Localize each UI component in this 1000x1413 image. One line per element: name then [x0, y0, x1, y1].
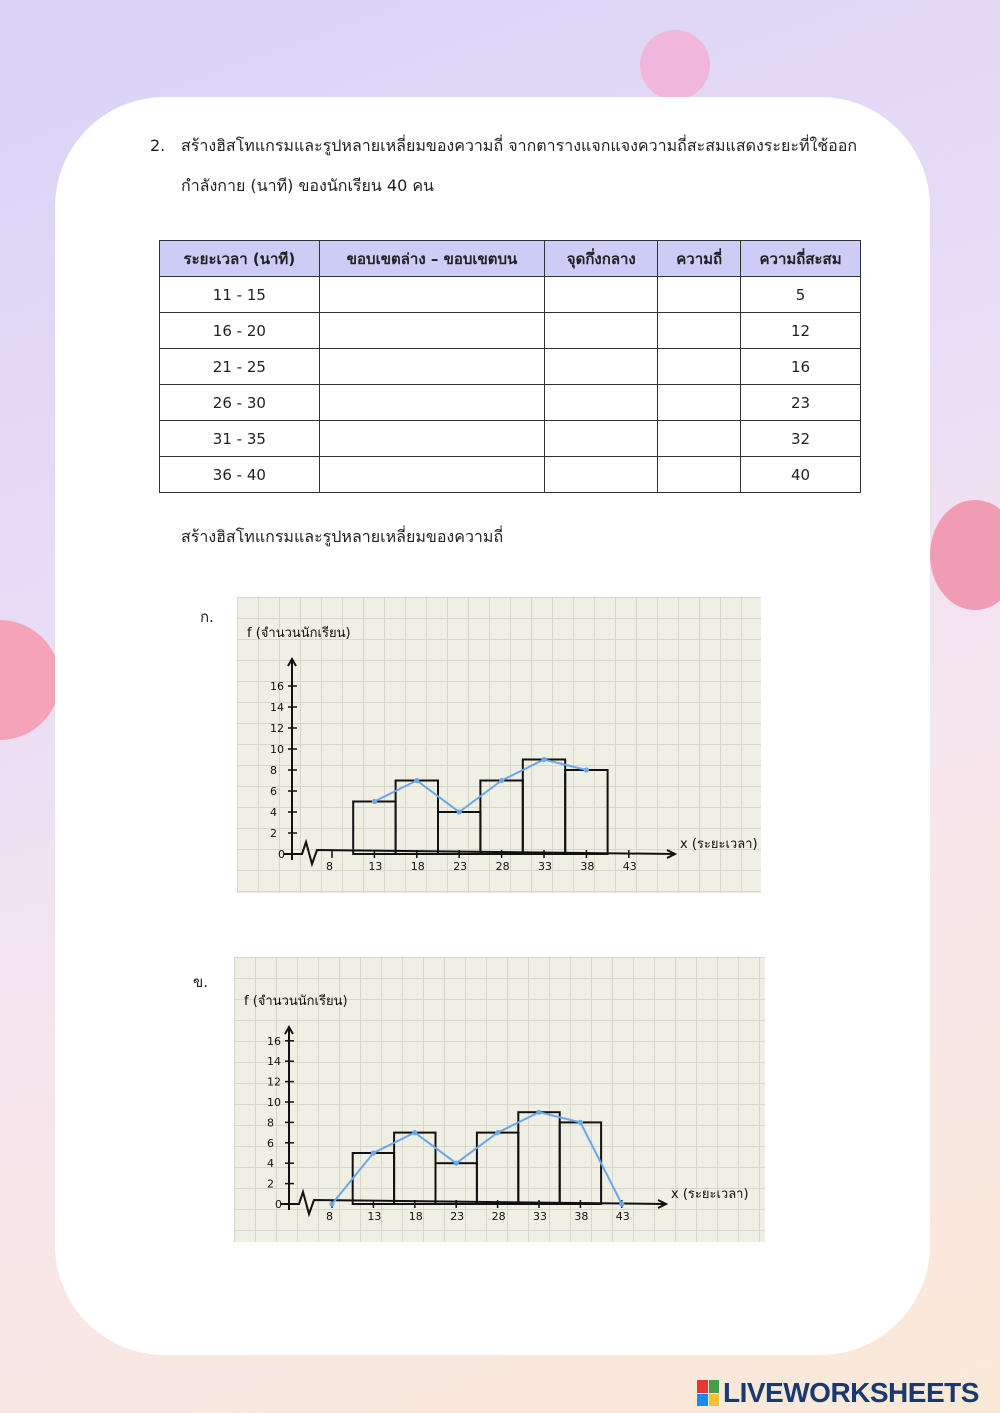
polygon-point: [495, 1130, 500, 1135]
bg-flower-top: [640, 30, 710, 100]
header-midpoint: จุดกึ่งกลาง: [545, 241, 658, 277]
cumulative-cell: 16: [741, 349, 861, 385]
chart-a-svg: [237, 597, 761, 893]
question-text: สร้างฮิสโทแกรมและรูปหลายเหลี่ยมของความถี่ จากตารางแจกแจงความถี่สะสมแสดงระยะที่ใช้ออกกำลังกาย (นาที) ของนักเรียน 40 คน: [181, 136, 858, 195]
histogram-bar: [353, 1153, 394, 1204]
table-row: [160, 421, 861, 457]
polygon-point: [578, 1120, 583, 1125]
y-tick-label: 8: [267, 1116, 274, 1130]
chart-b-svg: [234, 957, 765, 1242]
midpoint-input-cell[interactable]: [545, 457, 658, 493]
x-tick-label: 33: [533, 1210, 547, 1223]
range-cell: 21 - 25: [160, 349, 320, 385]
choice-label-a[interactable]: ก.: [200, 608, 214, 626]
y-tick-label: 6: [267, 1136, 274, 1150]
frequency-table: [159, 240, 861, 493]
cumulative-cell: 5: [741, 277, 861, 313]
frequency-input-cell[interactable]: [658, 457, 741, 493]
histogram-bar: [518, 1112, 559, 1204]
polygon-point: [457, 809, 462, 814]
y-tick-label: 4: [267, 1157, 274, 1171]
bounds-input-cell[interactable]: [319, 277, 545, 313]
range-cell: 26 - 30: [160, 385, 320, 421]
chart-b[interactable]: [234, 957, 765, 1242]
cumulative-cell: 23: [741, 385, 861, 421]
x-tick-label: 18: [410, 860, 425, 873]
polygon-point: [499, 778, 504, 783]
table-row: [160, 277, 861, 313]
midpoint-input-cell[interactable]: [545, 385, 658, 421]
polygon-point: [329, 1201, 334, 1206]
polygon-point: [584, 767, 589, 772]
x-tick-label: 28: [491, 1210, 506, 1223]
midpoint-input-cell[interactable]: [545, 349, 658, 385]
polygon-point: [454, 1161, 459, 1166]
polygon-point: [371, 1150, 376, 1155]
frequency-input-cell[interactable]: [658, 385, 741, 421]
range-cell: 11 - 15: [160, 277, 320, 313]
midpoint-input-cell[interactable]: [545, 313, 658, 349]
bounds-input-cell[interactable]: [319, 457, 545, 493]
bg-blob-left: [0, 620, 60, 740]
header-range: ระยะเวลา (นาที): [160, 241, 320, 277]
polygon-point: [412, 1130, 417, 1135]
x-tick-label: 33: [538, 860, 552, 873]
origin-label: 0: [275, 1198, 282, 1211]
x-tick-label: 8: [326, 1210, 333, 1223]
x-tick-label: 23: [450, 1210, 465, 1223]
y-tick-label: 12: [270, 722, 284, 735]
x-tick-label: 18: [408, 1210, 423, 1223]
y-tick-label: 10: [270, 743, 284, 756]
x-tick-label: 38: [574, 1210, 589, 1223]
polygon-point: [619, 1201, 624, 1206]
midpoint-input-cell[interactable]: [545, 421, 658, 457]
range-cell: 31 - 35: [160, 421, 320, 457]
range-cell: 16 - 20: [160, 313, 320, 349]
x-tick-label: 28: [495, 860, 510, 873]
x-tick-label: 38: [580, 860, 595, 873]
logo-text: LIVEWORKSHEETS: [723, 1377, 979, 1408]
frequency-input-cell[interactable]: [658, 313, 741, 349]
x-tick-label: 13: [367, 1210, 382, 1223]
y-axis-label: f (จำนวนนักเรียน): [247, 626, 351, 641]
y-tick-label: 14: [267, 1055, 281, 1069]
table-header-row: [160, 241, 861, 277]
question-number: 2.: [150, 136, 166, 155]
histogram-bar: [565, 770, 607, 854]
header-bounds: ขอบเขตล่าง – ขอบเขตบน: [319, 241, 545, 277]
x-tick-label: 23: [453, 860, 468, 873]
histogram-bar: [353, 802, 395, 855]
frequency-input-cell[interactable]: [658, 421, 741, 457]
cumulative-cell: 32: [741, 421, 861, 457]
x-axis-label: x (ระยะเวลา): [671, 1187, 749, 1202]
bounds-input-cell[interactable]: [319, 421, 545, 457]
polygon-point: [372, 799, 377, 804]
y-axis-label: f (จำนวนนักเรียน): [244, 994, 348, 1009]
polygon-point: [541, 757, 546, 762]
table-row: [160, 385, 861, 421]
x-tick-label: 43: [622, 860, 637, 873]
header-cumulative: ความถี่สะสม: [741, 241, 861, 277]
header-frequency: ความถี่: [658, 241, 741, 277]
x-tick-label: 43: [615, 1210, 630, 1223]
liveworksheets-logo: [697, 1376, 979, 1410]
bg-blob-right: [930, 500, 1000, 610]
origin-label: 0: [278, 848, 285, 861]
y-tick-label: 10: [267, 1096, 281, 1109]
histogram-bar: [560, 1122, 601, 1204]
frequency-input-cell[interactable]: [658, 349, 741, 385]
y-tick-label: 8: [270, 764, 277, 777]
x-tick-label: 13: [368, 860, 383, 873]
section-subtitle: สร้างฮิสโทแกรมและรูปหลายเหลี่ยมของความถี่: [181, 527, 504, 546]
frequency-input-cell[interactable]: [658, 277, 741, 313]
cumulative-cell: 40: [741, 457, 861, 493]
range-cell: 36 - 40: [160, 457, 320, 493]
y-tick-label: 6: [270, 785, 277, 798]
y-tick-label: 2: [267, 1177, 274, 1191]
cumulative-cell: 12: [741, 313, 861, 349]
x-axis-label: x (ระยะเวลา): [680, 837, 758, 852]
x-tick-label: 8: [326, 860, 333, 873]
polygon-point: [414, 778, 419, 783]
choice-label-b[interactable]: ข.: [193, 973, 209, 991]
chart-a[interactable]: [237, 597, 761, 893]
y-tick-label: 14: [270, 701, 284, 714]
y-tick-label: 2: [270, 827, 277, 840]
bounds-input-cell[interactable]: [319, 385, 545, 421]
table-row: [160, 349, 861, 385]
table-row: [160, 457, 861, 493]
table-row: [160, 313, 861, 349]
y-tick-label: 4: [270, 806, 277, 819]
polygon-point: [536, 1110, 541, 1115]
histogram-bar: [438, 812, 480, 854]
midpoint-input-cell[interactable]: [545, 277, 658, 313]
y-tick-label: 16: [270, 680, 284, 693]
histogram-bar: [436, 1163, 477, 1204]
y-tick-label: 16: [267, 1034, 281, 1048]
bounds-input-cell[interactable]: [319, 349, 545, 385]
logo-badge-icon: [697, 1380, 719, 1406]
histogram-bar: [523, 760, 565, 855]
bounds-input-cell[interactable]: [319, 313, 545, 349]
y-tick-label: 12: [267, 1075, 281, 1089]
